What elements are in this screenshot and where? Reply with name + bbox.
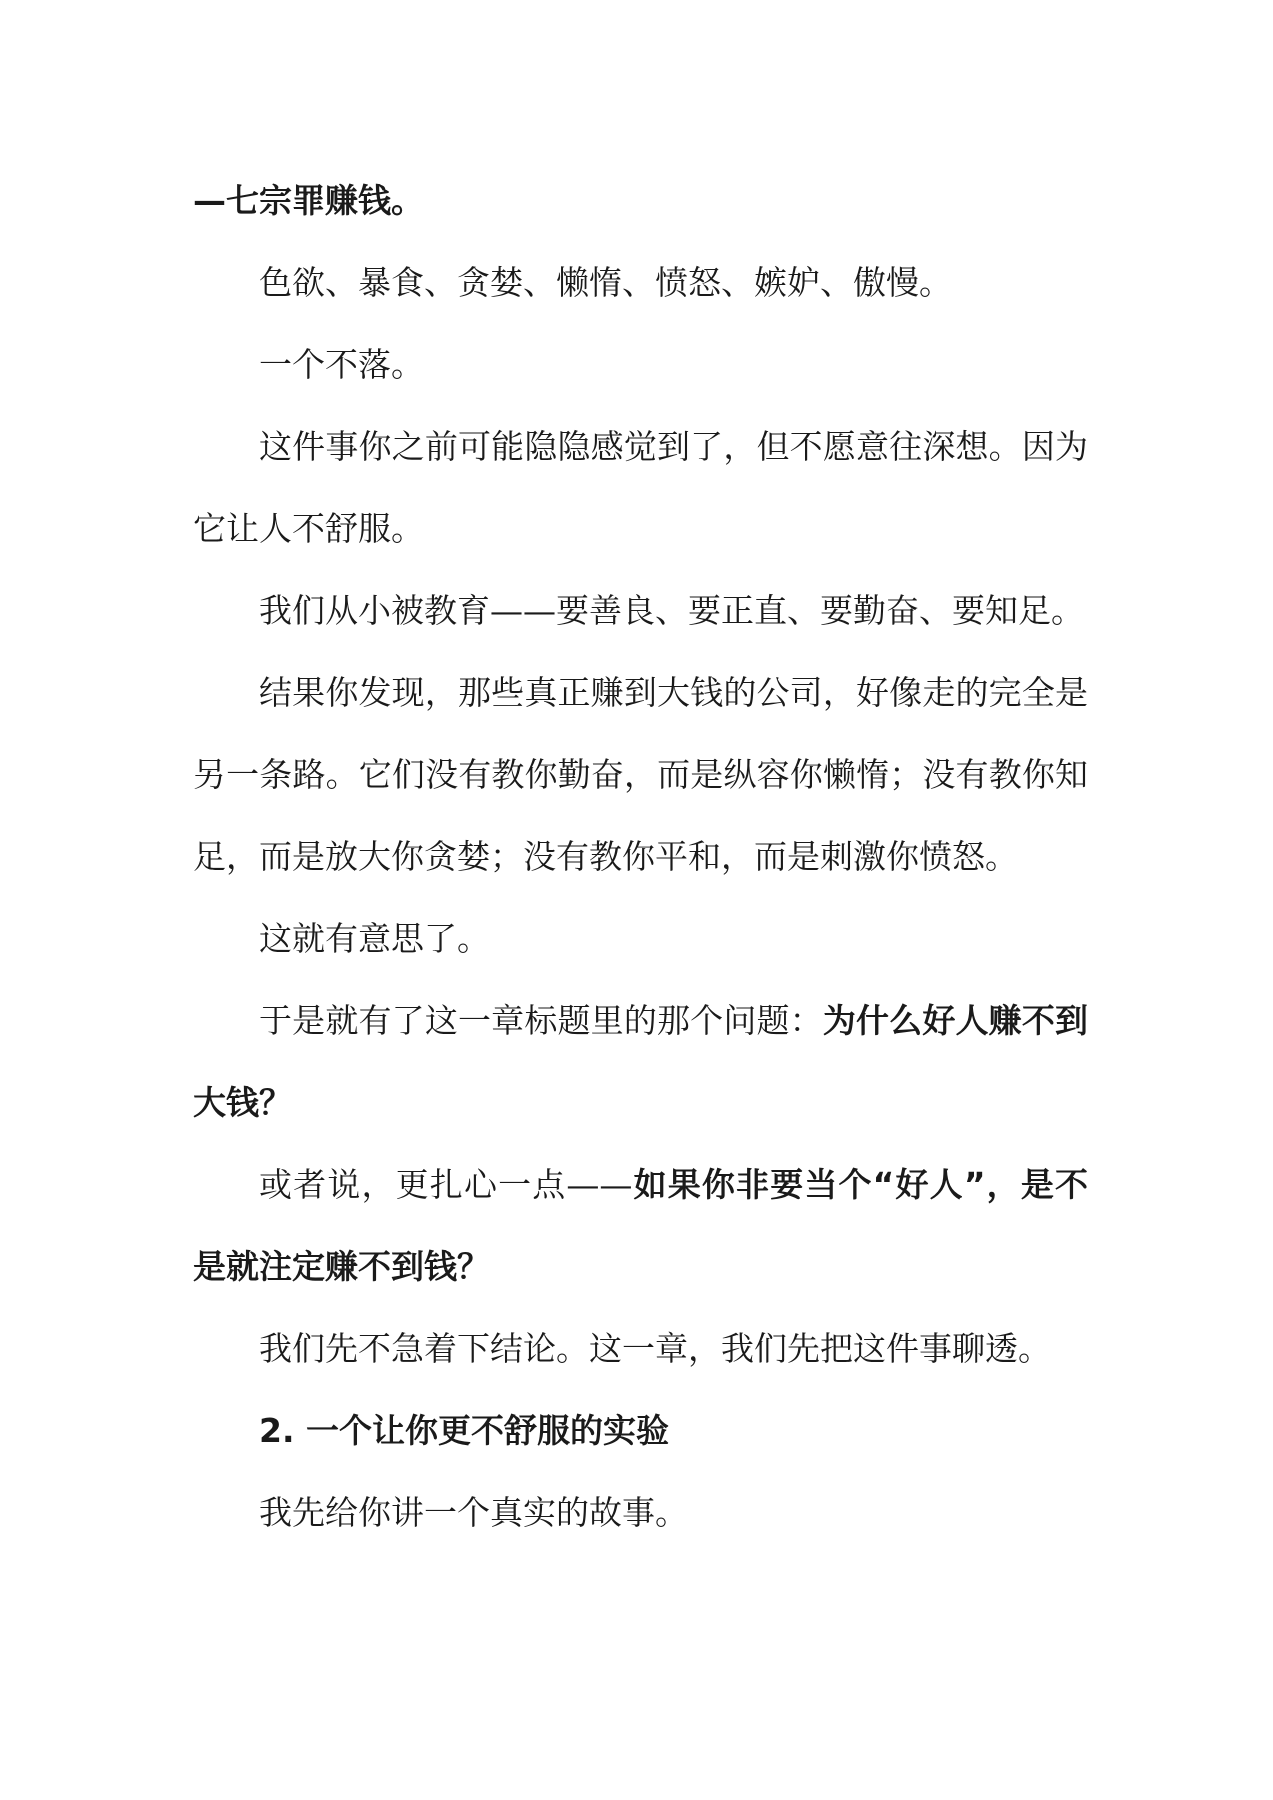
paragraph-harsher-question [193,1144,1088,1308]
document-page [193,160,1088,1554]
harsher-intro-text: 或者说，更扎心一点—— [259,1165,633,1204]
paragraph-companies: 结果你发现，那些真正赚到大钱的公司，好像走的完全是另一条路。它们没有教你勤奋，而是纵容你懒惰；没有教你知足，而是放大你贪婪；没有教你平和，而是刺激你愤怒。 [193,673,1088,876]
harsher-bold-text: 如果你非要当个“好人”，是不是就注定赚不到钱？ [193,1165,1088,1286]
paragraph-no-conclusion: 我们先不急着下结论。这一章，我们先把这件事聊透。 [259,1329,1051,1368]
paragraph-interesting: 这就有意思了。 [259,919,490,958]
paragraph-seven-sins-line: —七宗罪赚钱。 [193,181,424,220]
paragraph-story: 我先给你讲一个真实的故事。 [259,1493,688,1532]
paragraph-not-one-missing: 一个不落。 [259,345,424,384]
paragraph-uncomfortable: 这件事你之前可能隐隐感觉到了，但不愿意往深想。因为它让人不舒服。 [193,427,1088,548]
paragraph-educated: 我们从小被教育——要善良、要正直、要勤奋、要知足。 [259,591,1084,630]
question-bold-text: 为什么好人赚不到大钱？ [193,1001,1089,1122]
paragraph-sins-list: 色欲、暴食、贪婪、懒惰、愤怒、嫉妒、傲慢。 [259,263,952,302]
section-heading-2: 2. 一个让你更不舒服的实验 [259,1411,669,1450]
question-intro-text: 于是就有了这一章标题里的那个问题： [259,1001,823,1040]
paragraph-question [193,980,1088,1144]
